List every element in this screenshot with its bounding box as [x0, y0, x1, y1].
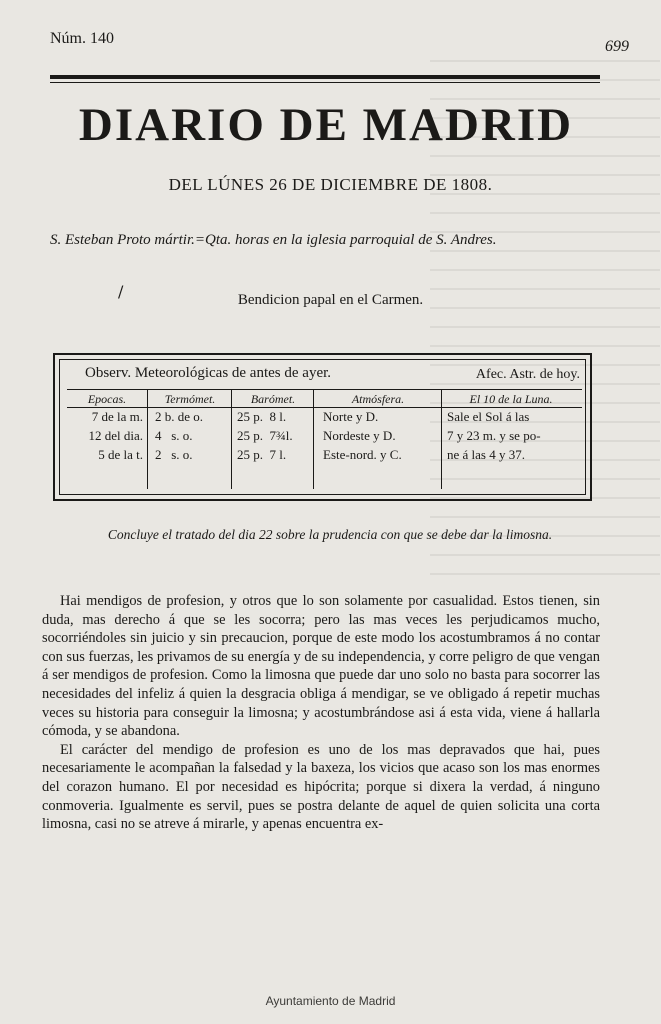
epoca-cell: 7 de la m. — [91, 409, 143, 424]
masthead-rule-thin — [50, 82, 600, 83]
luna-cell: ne á las 4 y 37. — [447, 447, 525, 462]
column-luna — [443, 391, 579, 491]
termometro-cell: 2 b. de o. — [155, 409, 204, 424]
column-atmosfera — [315, 391, 441, 491]
article-paragraph: Hai mendigos de profesion, y otros que lo son solamente por casualidad. Estos tienen, sin duda, mas derecho á que se les socorra; pero las mas veces les perjudicamos mucho, socorriéndoles sin juicio y sin precaucion, porque de este modo los acostumbramos á no contar con sus fuerzas, les privamos de su energía y de su independencia, y corre peligro de que vengan á ser mendigos de profesion. Como la limosna que puede dar uno solo no basta para socorrer las necesidades del infeliz á quien la desgracia obliga á mendigar, se ve obligado á repetir muchas veces su historia para conseguir la limosna; y acostumbrándose asi á esta vida, viene á hallarla cómoda, y se abandona. — [42, 593, 600, 740]
masthead-rule-thick — [50, 75, 600, 79]
saint-of-day: S. Esteban Proto mártir.=Qta. horas en la iglesia parroquial de S. Andres. — [50, 232, 497, 248]
luna-cell: Sale el Sol á las — [447, 409, 530, 424]
atmosfera-cell: Este-nord. y C. — [323, 447, 402, 462]
article-subtitle: Concluye el tratado del dia 22 sobre la prudencia con que se debe dar la limosna. — [107, 527, 553, 542]
issue-number: Núm. 140 — [50, 30, 114, 47]
header-termometro: Termómet. — [164, 392, 216, 406]
termometro-cell: 2 s. o. — [155, 447, 193, 462]
masthead-title: DIARIO DE MADRID — [78, 99, 574, 151]
barometro-cell: 25 p. 7 l. — [237, 447, 287, 462]
atmosfera-cell: Norte y D. — [323, 409, 379, 424]
date-line: DEL LÚNES 26 DE DICIEMBRE DE 1808. — [168, 175, 493, 194]
atmosfera-cell: Nordeste y D. — [323, 428, 396, 443]
column-divider — [147, 389, 148, 489]
archive-credit: Ayuntamiento de Madrid — [265, 994, 396, 1008]
column-divider — [313, 389, 314, 489]
article-paragraph: El carácter del mendigo de profesion es uno de los mas depravados que hai, pues necesariamente le acompañan la falsedad y la baxeza, los vicios que acaso son los mas enormes del corazon humano. El por necesidad es hipócrita; porque si dixera la verdad, á ninguno conmoveria. Igualmente es servil, pues se postra delante de aquel de quien solicita una corta limosna, casi no se atreve á mirarle, y apenas encuentra ex- — [42, 741, 600, 833]
barometro-cell: 25 p. 8 l. — [237, 409, 287, 424]
luna-cell: 7 y 23 m. y se po- — [447, 428, 541, 443]
blessing-line: Bendicion papal en el Carmen. — [237, 292, 424, 308]
table-astro-title: Afec. Astr. de hoy. — [475, 367, 580, 382]
column-divider — [231, 389, 232, 489]
column-divider — [441, 389, 442, 489]
header-atmosfera: Atmósfera. — [351, 392, 405, 406]
page-number: 699 — [605, 38, 629, 55]
margin-mark: / — [118, 282, 124, 301]
termometro-cell: 4 s. o. — [155, 428, 193, 443]
table-rule-top — [67, 389, 582, 390]
header-luna: El 10 de la Luna. — [469, 392, 553, 406]
column-epocas — [67, 391, 147, 491]
header-barometro: Barómet. — [250, 392, 296, 406]
table-title: Observ. Meteorológicas de antes de ayer. — [85, 365, 332, 381]
header-epocas: Epocas. — [87, 392, 127, 406]
epoca-cell: 5 de la t. — [98, 447, 143, 462]
meteorological-table — [53, 353, 592, 501]
article-body — [42, 592, 600, 834]
epoca-cell: 12 del dia. — [88, 428, 143, 443]
column-termometro — [149, 391, 231, 491]
barometro-cell: 25 p. 7¾l. — [237, 428, 293, 443]
column-barometro — [233, 391, 313, 491]
